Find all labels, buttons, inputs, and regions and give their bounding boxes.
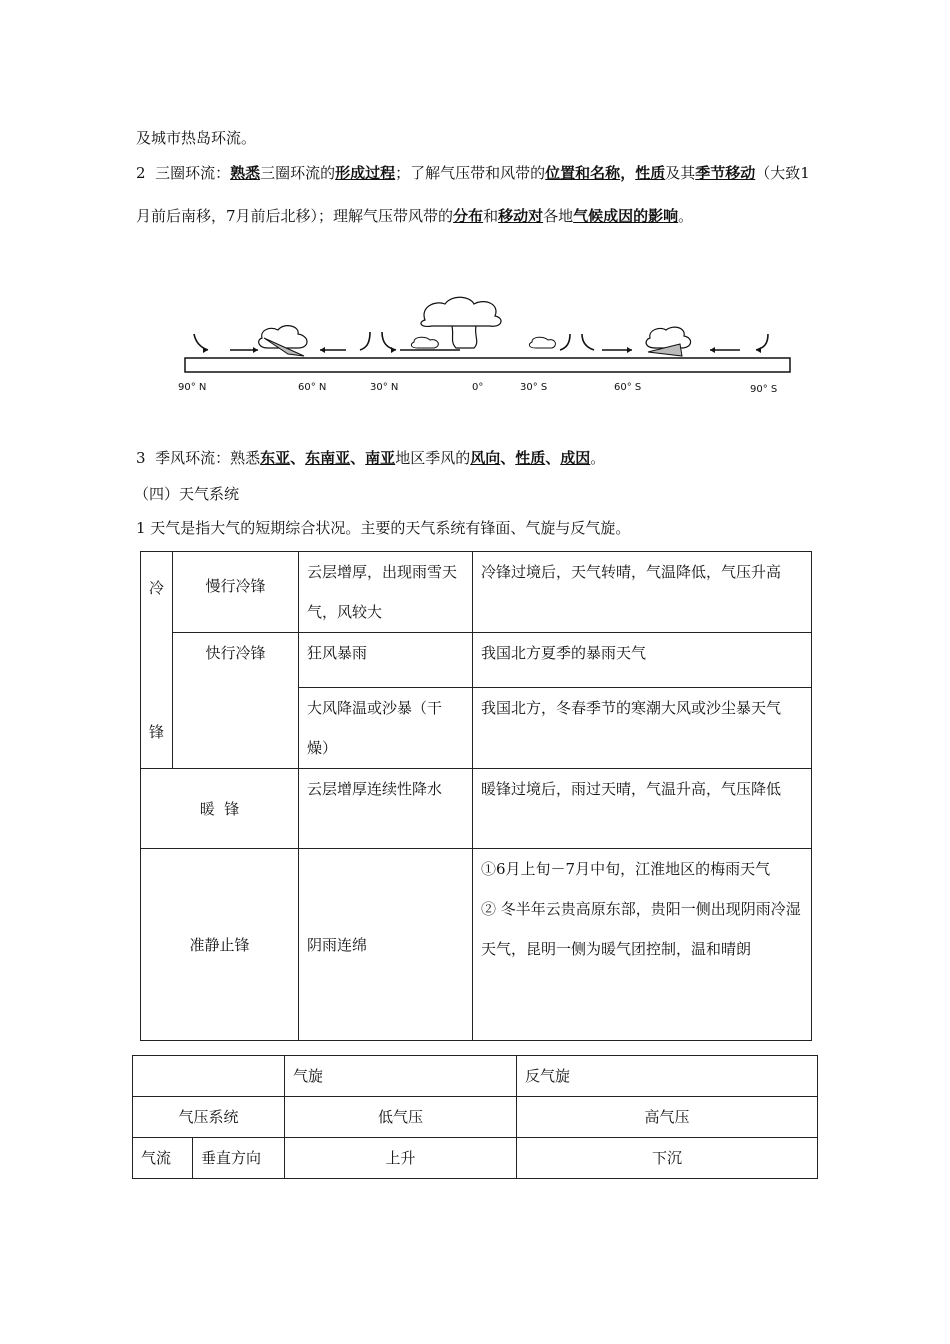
stationary-front: 准静止锋 [141,849,299,1041]
fast-cold-effect-1: 我国北方夏季的暴雨天气 [473,633,812,688]
slow-cold-front: 慢行冷锋 [173,552,299,633]
lat-label: 0° [472,382,484,393]
lat-label: 90° N [178,382,207,393]
fast-cold-effect-2: 我国北方，冬春季节的寒潮大风或沙尘暴天气 [473,688,812,769]
stationary-effect: ①6月上旬－7月中旬，江淮地区的梅雨天气 ② 冬半年云贵高原东部，贵阳一侧出现阴雨冷湿 天气，昆明一侧为暖气团控制，温和晴朗 [473,849,812,1041]
lat-label: 90° S [750,384,778,395]
section-3-paragraph: 3 季风环流：熟悉东亚、东南亚、南亚地区季风的风向、性质、成因。 [136,449,606,467]
front-table [140,551,812,1041]
vertical-label: 垂直方向 [193,1138,285,1179]
vertical-cyclone: 上升 [285,1138,517,1179]
vertical-anticyclone: 下沉 [517,1138,818,1179]
empty-corner [133,1056,285,1097]
subheading: （四）天气系统 [134,485,240,503]
lat-label: 60° N [298,382,327,393]
section-1-paragraph: 1 天气是指大气的短期综合状况。主要的天气系统有锋面、气旋与反气旋。 [136,519,631,537]
airflow-label: 气流 [133,1138,193,1179]
pressure-anticyclone: 高气压 [517,1097,818,1138]
stationary-weather: 阴雨连绵 [299,849,473,1041]
fast-cold-weather-2: 大风降温或沙暴（干燥） [299,688,473,769]
section-2-paragraph: 2 三圈环流：熟悉三圈环流的形成过程；了解气压带和风带的位置和名称，性质及其季节移动（大致1月前后南移，7月前后北移）；理解气压带风带的分布和移动对各地气候成因的影响。 [136,164,810,225]
warm-front-weather: 云层增厚连续性降水 [299,769,473,849]
cold-front-label: 冷 锋 [141,552,173,769]
warm-front: 暖 锋 [141,769,299,849]
pressure-cyclone: 低气压 [285,1097,517,1138]
warm-front-effect: 暖锋过境后，雨过天晴，气温升高，气压降低 [473,769,812,849]
intro-line: 及城市热岛环流。 [136,129,257,147]
cyclone-table [132,1055,818,1179]
lat-label: 30° N [370,382,399,393]
slow-cold-effect: 冷锋过境后，天气转晴，气温降低，气压升高 [473,552,812,633]
pressure-system-label: 气压系统 [133,1097,285,1138]
lat-label: 30° S [520,382,548,393]
fast-cold-weather-1: 狂风暴雨 [299,633,473,688]
header-anticyclone: 反气旋 [517,1056,818,1097]
fast-cold-front: 快行冷锋 [173,633,299,769]
slow-cold-weather: 云层增厚，出现雨雪天气，风较大 [299,552,473,633]
header-cyclone: 气旋 [285,1056,517,1097]
lat-label: 60° S [614,382,642,393]
general-circulation-diagram [170,292,795,402]
